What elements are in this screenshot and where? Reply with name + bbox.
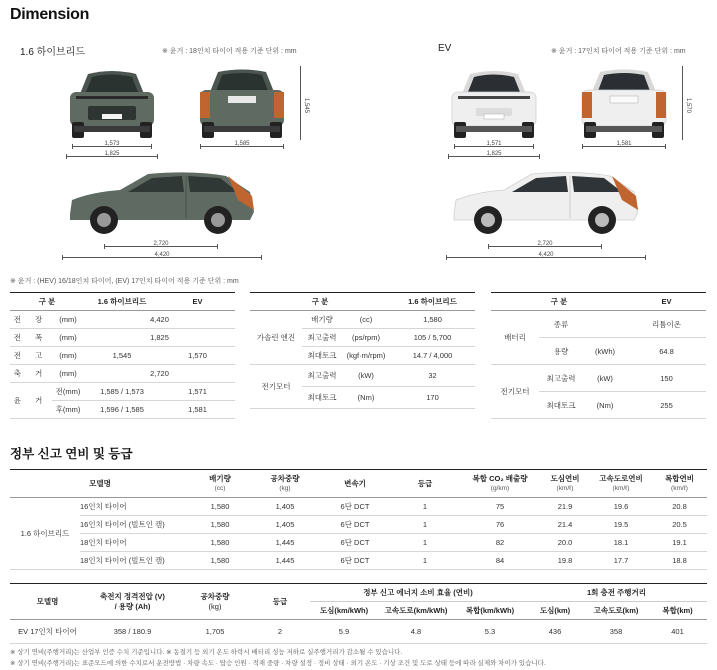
header-unit: (g/km) [490,484,510,492]
fuel-cell: 6단 DCT [320,516,390,534]
fuel-cell: 75 [460,498,540,516]
row-unit [583,311,627,338]
ev-wheelbase-value: 2,720 [537,241,553,247]
ev-length-value: 4,420 [538,252,554,258]
row-value-ev: 1,571 [160,383,235,401]
row-value: 리튬이온 [627,311,706,338]
ev-eff-city-header: 도심(km/kWh) [310,602,378,620]
ev-row-eff-highway: 4.8 [378,620,454,644]
row-unit: (mm) [52,311,84,329]
table-row [10,620,707,644]
ev-powertrain-table [491,292,706,419]
header-unit: (kg) [279,484,291,492]
row-unit: (Nm) [583,392,627,419]
header-main: 도심연비 [550,473,580,483]
fuel-cell: 1,445 [250,552,320,570]
fuel-section-title: 정부 신고 연비 및 등급 [10,447,133,461]
fuel-cell: 84 [460,552,540,570]
hybrid-section-label: 1.6 하이브리드 [20,47,85,58]
motor-label: 전기모터 [250,365,302,409]
row-unit: (kWh) [583,338,627,365]
fuel-header-weight [250,470,320,498]
row-unit: (mm) [52,365,84,383]
table-row [491,311,706,338]
table-row [10,329,235,347]
row-unit: (ps/rpm) [342,329,390,347]
ev-height-value: 1,570 [685,98,691,114]
ev-fuel-header-battery [85,584,180,620]
ev-section-label: EV [438,43,452,54]
row-unit: (kW) [583,365,627,392]
row-name: 배기량 [302,311,342,329]
hybrid-rear-tread-value: 1,585 [234,141,250,147]
ev-row-battery: 358 / 180.9 [85,620,180,644]
fuel-cell: 21.4 [540,516,590,534]
row-name: 최대토크 [539,392,583,419]
tread-label: 윤 거 [10,383,52,419]
ev-note: ※ 윤거 : 17인치 타이어 적용 기준 단위 : mm [551,48,686,55]
fuel-header-model [10,470,190,498]
row-label: 전 폭 [10,329,52,347]
fuel-cell: 20.5 [652,516,707,534]
ev-row-range-combined: 401 [648,620,707,644]
row-label: 전 고 [10,347,52,365]
hybrid-note: ※ 윤거 : 18인치 타이어 적용 기준 단위 : mm [162,48,297,55]
fuel-cell: 21.9 [540,498,590,516]
hybrid-height-value: 1,545 [303,98,309,114]
ev-range-highway-header: 고속도로(km) [584,602,648,620]
row-value: 2,720 [84,365,235,383]
hybrid-side-view-image [62,166,262,238]
hybrid-length-value: 4,420 [154,252,170,258]
row-value-hev: 1,585 / 1,573 [84,383,160,401]
hev-powertrain-table [250,292,475,409]
ev-fuel-table [10,583,707,644]
ev-row-eff-city: 5.9 [310,620,378,644]
row-name: 최고출력 [302,329,342,347]
table-row [10,347,235,365]
row-unit: (kgf·m/rpm) [342,347,390,365]
fuel-cell: 1,580 [190,534,250,552]
hev-header-category: 구 분 [250,293,390,311]
table-note: ※ 윤거 : (HEV) 16/18인치 타이어, (EV) 17인치 타이어 적용 기준 단위 : mm [10,278,239,285]
header-main: 축전지 정격전압 (V) [100,591,165,601]
row-value-hev: 1,596 / 1,585 [84,401,160,419]
header-main: 고속도로연비 [599,473,643,483]
ev-side-view-image [446,166,646,238]
fuel-cell: 6단 DCT [320,552,390,570]
header-main: 배기량 [209,473,231,483]
footnote-1: ※ 상기 연비(주행거리)는 산업부 인증 수치 기준입니다. ※ 동절기 등 외기 온도 하락시 배터리 성능 저하로 실주행거리가 감소될 수 있습니다. [10,649,403,656]
fuel-cell: 1,580 [190,498,250,516]
battery-label: 배터리 [491,311,539,365]
page-title: Dimension [10,6,90,23]
header-main: 변속기 [344,478,366,488]
fuel-cell: 16인치 타이어 (빌트인 캠) [80,516,190,534]
row-value: 1,580 [390,311,475,329]
ev-row-range-city: 436 [526,620,584,644]
ev-row-eff-combined: 5.3 [454,620,526,644]
fuel-cell: 20.8 [652,498,707,516]
fuel-cell: 1 [390,498,460,516]
fuel-cell: 18인치 타이어 (빌트인 캠) [80,552,190,570]
fuel-cell: 82 [460,534,540,552]
ev-fuel-header-weight [180,584,250,620]
row-name: 최대토크 [302,387,342,409]
hybrid-width-value: 1,825 [104,151,120,157]
header-main: 공차중량 [270,473,300,483]
hybrid-rear-view-image [196,64,288,142]
ev-range-combined-header: 복합(km) [648,602,707,620]
table-row [10,552,707,570]
header-unit: (km/ℓ) [556,484,574,492]
ev-fuel-header-model: 모델명 [10,584,85,620]
fuel-header-combined [652,470,707,498]
fuel-header-highway [590,470,652,498]
row-unit: (mm) [52,347,84,365]
fuel-cell: 1 [390,516,460,534]
ev-front-tread-value: 1,571 [486,141,502,147]
row-value: 255 [627,392,706,419]
row-value: 1,825 [84,329,235,347]
fuel-header-co2 [460,470,540,498]
dim-header-ev: EV [160,293,235,311]
fuel-cell: 1,580 [190,516,250,534]
fuel-cell: 19.5 [590,516,652,534]
hybrid-front-view-image [66,64,158,142]
header-unit: (km/ℓ) [612,484,630,492]
engine-label: 가솔린 엔진 [250,311,302,365]
hev-header-model: 1.6 하이브리드 [390,293,475,311]
row-value: 14.7 / 4,000 [390,347,475,365]
fuel-cell: 1,445 [250,534,320,552]
ev-front-view-image [448,64,540,142]
header-unit: (km/ℓ) [671,484,688,492]
fuel-cell: 76 [460,516,540,534]
row-value-ev: 1,581 [160,401,235,419]
row-name: 용량 [539,338,583,365]
row-value-ev: 1,570 [160,347,235,365]
row-unit: (mm) [52,329,84,347]
fuel-cell: 18.1 [590,534,652,552]
ev-fuel-header-range: 1회 충전 주행거리 [526,584,707,602]
row-name: 최대토크 [302,347,342,365]
ev-row-range-highway: 358 [584,620,648,644]
header-main: 공차중량 [200,591,230,601]
row-value: 4,420 [84,311,235,329]
row-value: 170 [390,387,475,409]
fuel-cell: 1,405 [250,516,320,534]
row-name: 최고출력 [302,365,342,387]
ev-width-value: 1,825 [486,151,502,157]
dim-header-hev: 1.6 하이브리드 [84,293,160,311]
ev-motor-label: 전기모터 [491,365,539,419]
ev-eff-highway-header: 고속도로(km/kWh) [378,602,454,620]
row-value-hev: 1,545 [84,347,160,365]
header-main: 등급 [417,478,433,488]
table-row [10,383,235,401]
ev-fuel-header-grade: 등급 [250,584,310,620]
ev-range-city-header: 도심(km) [526,602,584,620]
fuel-cell: 1 [390,552,460,570]
header-main: 복합연비 [665,473,694,483]
dim-header-category: 구 분 [10,293,84,311]
footnote-2: ※ 상기 연비(주행거리)는 표준모드에 의한 수치로서 운전방법 · 차량 속도 · 탑승 인원 · 적재 중량 · 차량 설정 · 정비 상태 · 외기 온도 · 기상 조건 및 도로 상태 등에 따라 실제와 차이가 있습니다. [10,660,546,667]
header-main: 복합 CO₂ 배출량 [472,473,528,483]
row-unit: 전(mm) [52,383,84,401]
table-row [10,365,235,383]
fuel-cell: 18인치 타이어 [80,534,190,552]
fuel-cell: 19.6 [590,498,652,516]
ev-header-category: 구 분 [491,293,627,311]
fuel-cell: 16인치 타이어 [80,498,190,516]
hybrid-front-tread-value: 1,573 [104,141,120,147]
table-row [250,365,475,387]
fuel-cell: 19.8 [540,552,590,570]
fuel-header-grade [390,470,460,498]
ev-eff-combined-header: 복합(km/kWh) [454,602,526,620]
ev-fuel-header-efficiency: 정부 신고 에너지 소비 효율 (연비) [310,584,526,602]
fuel-cell: 19.1 [652,534,707,552]
fuel-header-city [540,470,590,498]
row-name: 최고출력 [539,365,583,392]
header-unit: (kg) [208,601,222,611]
hybrid-wheelbase-value: 2,720 [153,241,169,247]
table-row [10,311,235,329]
table-row [491,365,706,392]
row-unit: (cc) [342,311,390,329]
fuel-header-transmission [320,470,390,498]
ev-header-model: EV [627,293,706,311]
hybrid-height-line [300,66,301,140]
header-unit: (cc) [214,484,226,492]
hybrid-fuel-table [10,469,707,570]
table-row [250,311,475,329]
fuel-cell: 1,405 [250,498,320,516]
fuel-cell: 6단 DCT [320,498,390,516]
row-unit: 후(mm) [52,401,84,419]
fuel-cell: 20.0 [540,534,590,552]
fuel-cell: 18.8 [652,552,707,570]
dimension-table [10,292,235,419]
ev-row-grade: 2 [250,620,310,644]
fuel-cell: 1,580 [190,552,250,570]
row-unit: (kW) [342,365,390,387]
row-label: 전 장 [10,311,52,329]
ev-rear-view-image [578,64,670,142]
row-label: 축 거 [10,365,52,383]
row-value: 150 [627,365,706,392]
row-unit: (Nm) [342,387,390,409]
header-main: 모델명 [89,478,111,488]
table-row [10,498,707,516]
fuel-header-displacement [190,470,250,498]
row-value: 32 [390,365,475,387]
ev-row-weight: 1,705 [180,620,250,644]
fuel-cell: 1 [390,534,460,552]
table-row [10,534,707,552]
row-name: 종류 [539,311,583,338]
ev-height-line [682,66,683,140]
ev-row-model: EV 17인치 타이어 [10,620,85,644]
fuel-cell: 6단 DCT [320,534,390,552]
header-main-2: / 용량 (Ah) [114,601,151,611]
fuel-cell: 17.7 [590,552,652,570]
fuel-model-cell: 1.6 하이브리드 [10,498,80,570]
ev-rear-tread-value: 1,581 [616,141,632,147]
row-value: 64.8 [627,338,706,365]
table-row [10,516,707,534]
row-value: 105 / 5,700 [390,329,475,347]
